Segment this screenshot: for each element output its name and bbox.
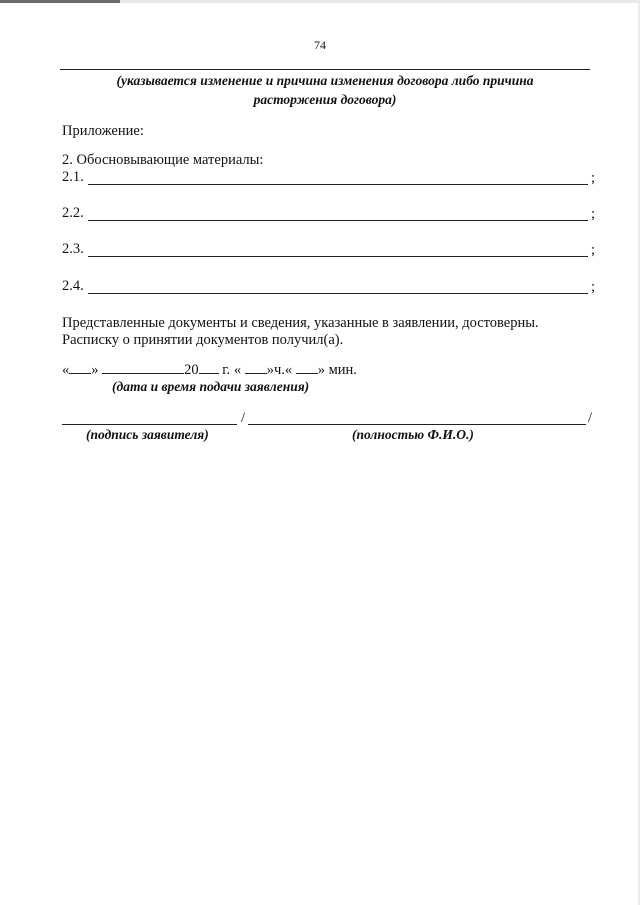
fullname-fill-line[interactable] xyxy=(248,424,586,425)
item-semicolon-2-2: ; xyxy=(591,206,596,222)
year-blank[interactable] xyxy=(199,361,219,374)
item-fill-line-2-1[interactable] xyxy=(88,184,588,185)
change-note-line-2: расторжения договора) xyxy=(253,92,397,107)
declaration-line-1: Представленные документы и сведения, указанные в заявлении, достоверны. xyxy=(62,315,539,331)
applicant-signature-caption: (подпись заявителя) xyxy=(86,427,209,442)
fullname-end-slash: / xyxy=(588,410,593,426)
item-semicolon-2-1: ; xyxy=(591,170,596,186)
day-open-quote: « xyxy=(62,362,70,378)
declaration-line-2: Расписку о принятии документов получил(а). xyxy=(62,332,344,348)
minute-blank[interactable] xyxy=(296,361,318,374)
signature-separator: / xyxy=(241,410,246,426)
day-blank[interactable] xyxy=(69,361,91,374)
date-time-line xyxy=(62,361,357,379)
item-semicolon-2-3: ; xyxy=(591,242,596,258)
month-blank[interactable] xyxy=(102,361,184,374)
attachment-label: Приложение: xyxy=(62,123,144,139)
header-rule xyxy=(60,69,590,70)
signature-fill-line[interactable] xyxy=(62,424,237,425)
item-semicolon-2-4: ; xyxy=(591,279,596,295)
scan-mark xyxy=(0,0,120,3)
hour-blank[interactable] xyxy=(245,361,267,374)
item-fill-line-2-3[interactable] xyxy=(88,256,588,257)
change-note-line-1: (указывается изменение и причина изменения договора либо причина xyxy=(116,73,534,88)
materials-heading: 2. Обосновывающие материалы: xyxy=(62,152,264,168)
item-label-2-3: 2.3. xyxy=(62,241,84,257)
date-time-caption: (дата и время подачи заявления) xyxy=(112,379,310,394)
fullname-caption: (полностью Ф.И.О.) xyxy=(352,427,474,442)
hour-close-quote: »ч.« xyxy=(266,362,293,378)
hour-open-quote: « xyxy=(233,362,242,378)
day-close-quote: » xyxy=(91,362,99,378)
year-suffix: г. xyxy=(222,362,231,378)
item-label-2-4: 2.4. xyxy=(62,278,84,294)
page-number: 74 xyxy=(314,38,326,52)
year-prefix: 20 xyxy=(184,362,199,378)
item-label-2-1: 2.1. xyxy=(62,169,84,185)
minute-close-quote: » мин. xyxy=(317,362,357,378)
item-fill-line-2-2[interactable] xyxy=(88,220,588,221)
item-label-2-2: 2.2. xyxy=(62,205,84,221)
item-fill-line-2-4[interactable] xyxy=(88,293,588,294)
